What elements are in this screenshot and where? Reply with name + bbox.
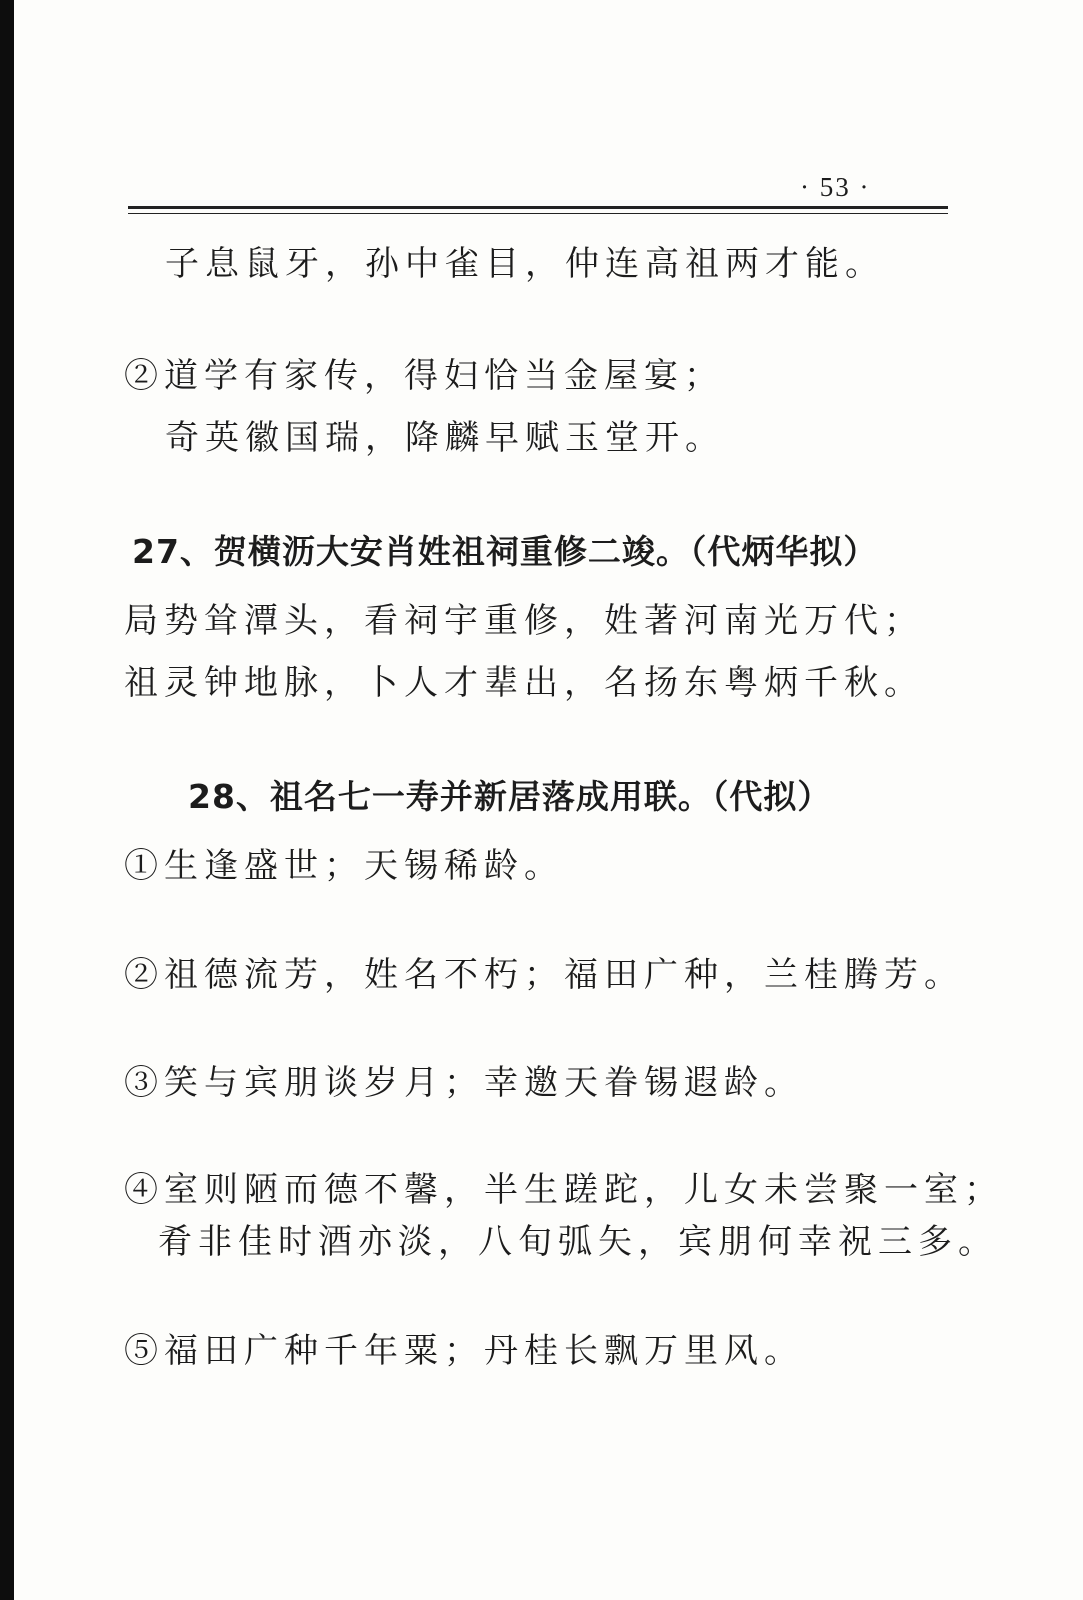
section-28-item-3: ③笑与宾朋谈岁月；幸邀天眷锡遐龄。	[124, 1063, 804, 1103]
section-28-item-2: ②祖德流芳，姓名不朽；福田广种，兰桂腾芳。	[124, 955, 964, 995]
section-28-item-4-line-2: 肴非佳时酒亦淡，八旬弧矢，宾朋何幸祝三多。	[158, 1222, 998, 1262]
couplet-2-line-2: 奇英徽国瑞，降麟早赋玉堂开。	[165, 418, 725, 458]
section-28-item-5: ⑤福田广种千年粟；丹桂长飘万里风。	[124, 1331, 804, 1371]
section-28-item-1: ①生逢盛世；天锡稀龄。	[124, 846, 564, 886]
section-27-line-2: 祖灵钟地脉，卜人才辈出，名扬东粤炳千秋。	[124, 663, 924, 703]
section-28-item-4-line-1: ④室则陋而德不馨，半生蹉跎，儿女未尝聚一室；	[124, 1170, 1004, 1210]
couplet-2-line-1: ②道学有家传，得妇恰当金屋宴；	[124, 356, 724, 396]
section-27-line-1: 局势耸潭头，看祠宇重修，姓著河南光万代；	[124, 601, 924, 641]
page-number: · 53 ·	[800, 172, 871, 202]
page-edge-shadow	[0, 0, 14, 1600]
section-28-heading: 28、祖名七一寿并新居落成用联。（代拟）	[188, 777, 832, 816]
continuation-line: 子息鼠牙，孙中雀目，仲连高祖两才能。	[165, 244, 885, 284]
header-rule-thin	[128, 213, 948, 214]
section-27-heading: 27、贺横沥大安肖姓祖祠重修二竣。（代炳华拟）	[132, 532, 878, 571]
header-rule-thick	[128, 206, 948, 209]
